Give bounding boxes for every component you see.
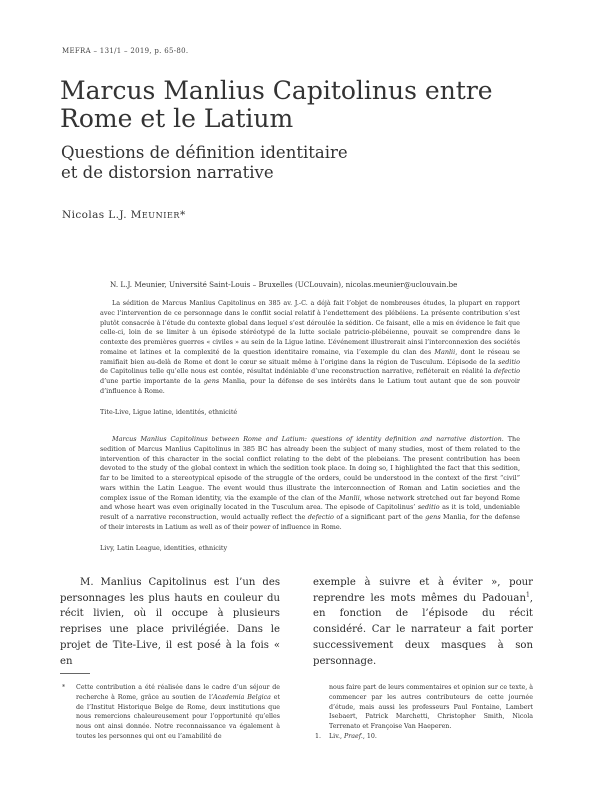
abstract-en-text: as it is told, undeniable result of a narrative reconstruction, would actually reflect the [100,503,520,521]
body-column-right [313,575,533,669]
article-subtitle [61,143,521,183]
footnote-star-cont-text: nous faire part de leurs commentaires et opinion sur ce texte, à commencer par les autres contributeurs de cette journée d’étude, mais aussi les professeurs Paul Fontaine, Lambert Isebaert, Patrick Marchetti, Christopher Smith, Nicola Terrenato et Françoise Van Haeperen. [329,684,533,731]
footnotes-right [313,683,533,742]
keywords-french: Tite-Live, Ligue latine, identités, ethnicité [100,408,238,416]
title-line-2: Rome et le Latium [60,104,294,133]
footnote-rule [60,673,90,674]
footnote-star [60,683,280,742]
footnote-text: , 10. [362,732,377,740]
author-surname-initial: M [130,209,142,221]
footnote-italic: Praef. [344,732,363,740]
abstract-en-text: of a significant part of the [333,513,426,521]
abstract-en-italic: seditio [417,503,440,512]
author-surname-rest: EUNIER [141,211,181,220]
body-text: exemple à suivre et à éviter », pour reprendre les mots mêmes du Padouan [313,577,533,604]
footnote-ref-1[interactable]: 1 [525,591,530,599]
abstract-en-italic: Manlii [339,493,360,502]
keywords-english: Livy, Latin League, identities, ethnicity [100,544,228,552]
author-footnote-mark: * [180,209,186,221]
abstract-en-italic: defectio [307,513,334,521]
footnote-star-text [76,683,280,742]
footnote-star-continued [313,683,533,732]
subtitle-line-1: Questions de définition identitaire [61,143,348,162]
footnote-1-text [329,732,533,742]
body-column-left [60,575,280,669]
footnote-star-mark: * [62,684,66,691]
abstract-english [100,435,520,533]
author-given: Nicolas L.J. [62,209,131,221]
author-name [62,209,186,221]
footnote-italic: Academia Belgica [213,693,271,701]
running-head: MEFRA – 131/1 – 2019, p. 65-80. [62,47,189,55]
abstract-fr-text: d’une partie importante de la [100,377,204,385]
author-affiliation: N. L.J. Meunier, Université Saint-Louis – Bruxelles (UCLouvain), nicolas.meunier@uclouvain.be [110,280,458,289]
abstract-fr-text: , dont le réseau se ramifiait bien au-delà de Rome et dont le cœur se situait même à l’origine dans la région de Tusculum. L’épisode de la [100,347,520,366]
footnote-text: Cette contribution a été réalisée dans le cadre d’un séjour de recherche à Rome, grâce au soutien de l’ [76,684,280,701]
abstract-en-italic: gens [425,513,441,521]
abstract-fr-text: Manlia, pour la défense de ses intérêts dans le Latium tout autant que de son pouvoir d’influence à Rome. [100,377,520,395]
abstract-french [100,299,520,397]
footnote-text: et de l’Institut Historique Belge de Rome, deux institutions que nous remercions chaleureusement pour l’opportunité qu’elles nous ont ainsi donnée. Notre reconnaissance va également à toutes les personnes qui ont eu l’amabilité de [76,693,280,740]
footnote-text: Liv., [329,732,345,740]
footnotes-left [60,683,280,742]
body-paragraph: M. Manlius Capitolinus est l’un des personnages les plus hauts en couleur du récit livien, où il occupe à plusieurs reprises une place privilégiée. Dans le projet de Tite-Live, il est posé à la fois « en [60,577,280,667]
footnote-indent [313,683,329,732]
abstract-fr-text: de Capitolinus telle qu’elle nous est contée, résultat indéniable d’une reconstruction narrative, refléterait en réalité la [100,367,494,376]
body-text: , en fonction de l’épisode du récit considéré. Car le narrateur a fait porter successivement deux masques à son personnage. [313,592,533,667]
abstract-en-text: Manlia, for the defense of their interests in Latium as well as of their power of influence in Rome. [100,513,520,531]
abstract-fr-text: La sédition de Marcus Manlius Capitolinus en 385 av. J.-C. a déjà fait l’objet de nombreuses études, la plupart en rapport avec l’intervention de ce personnage dans le conflit social relatif à l’endettement des plébéiens. La présente contribution s’est plutôt consacrée à l’étude du contexte global dans lequel s’est déroulée la sédition. Ce faisant, elle a mis en évidence le fait que celle-ci, loin de se limiter à un épisode stéréotypé de la lutte sociale patricio-plébéienne, pouvait se comprendre dans le contexte des premières guerres « civiles » au sein de la Ligue latine. L’événement illustrerait ainsi l’interconnexion des sociétés romaine et latines et la complexité de la question identitaire romaine, via l’exemple du clan des [100,299,520,356]
abstract-fr-italic: seditio [498,357,520,366]
article-title [60,77,540,133]
abstract-fr-italic: defectio [493,367,520,376]
abstract-en-text: , whose network stretched out far beyond Rome and whose heart was even originally located in the Tusculum area. The episode of Capitolinus’ [100,493,520,512]
abstract-en-text: The sedition of Marcus Manlius Capitolinus in 385 BC has already been the subject of many studies, most of them related to the intervention of this character in the social conflict relating to the debt of the plebeians. The present contribution has been devoted to the study of the global context in which the sedition took place. In doing so, I highlighted the fact that this sedition, far to be limited to a stereotypical episode of the struggle of the orders, could be understood in the context of the first “civil” wars within the Latin League. The event would thus illustrate the interconnection of Roman and Latin societies and the complex issue of the Roman identity, via the example of the clan of the [100,435,521,502]
abstract-fr-italic: Manlii [434,347,456,356]
body-paragraph [313,575,533,669]
abstract-fr-italic: gens [203,377,220,385]
footnote-1-mark: 1. [315,732,322,740]
title-line-1: Marcus Manlius Capitolinus entre [60,76,493,105]
abstract-en-title: Marcus Manlius Capitolinus between Rome and Latium: questions of identity definition and narrative distortion. [112,435,504,443]
footnote-1 [313,732,533,742]
subtitle-line-2: et de distorsion narrative [61,163,274,182]
